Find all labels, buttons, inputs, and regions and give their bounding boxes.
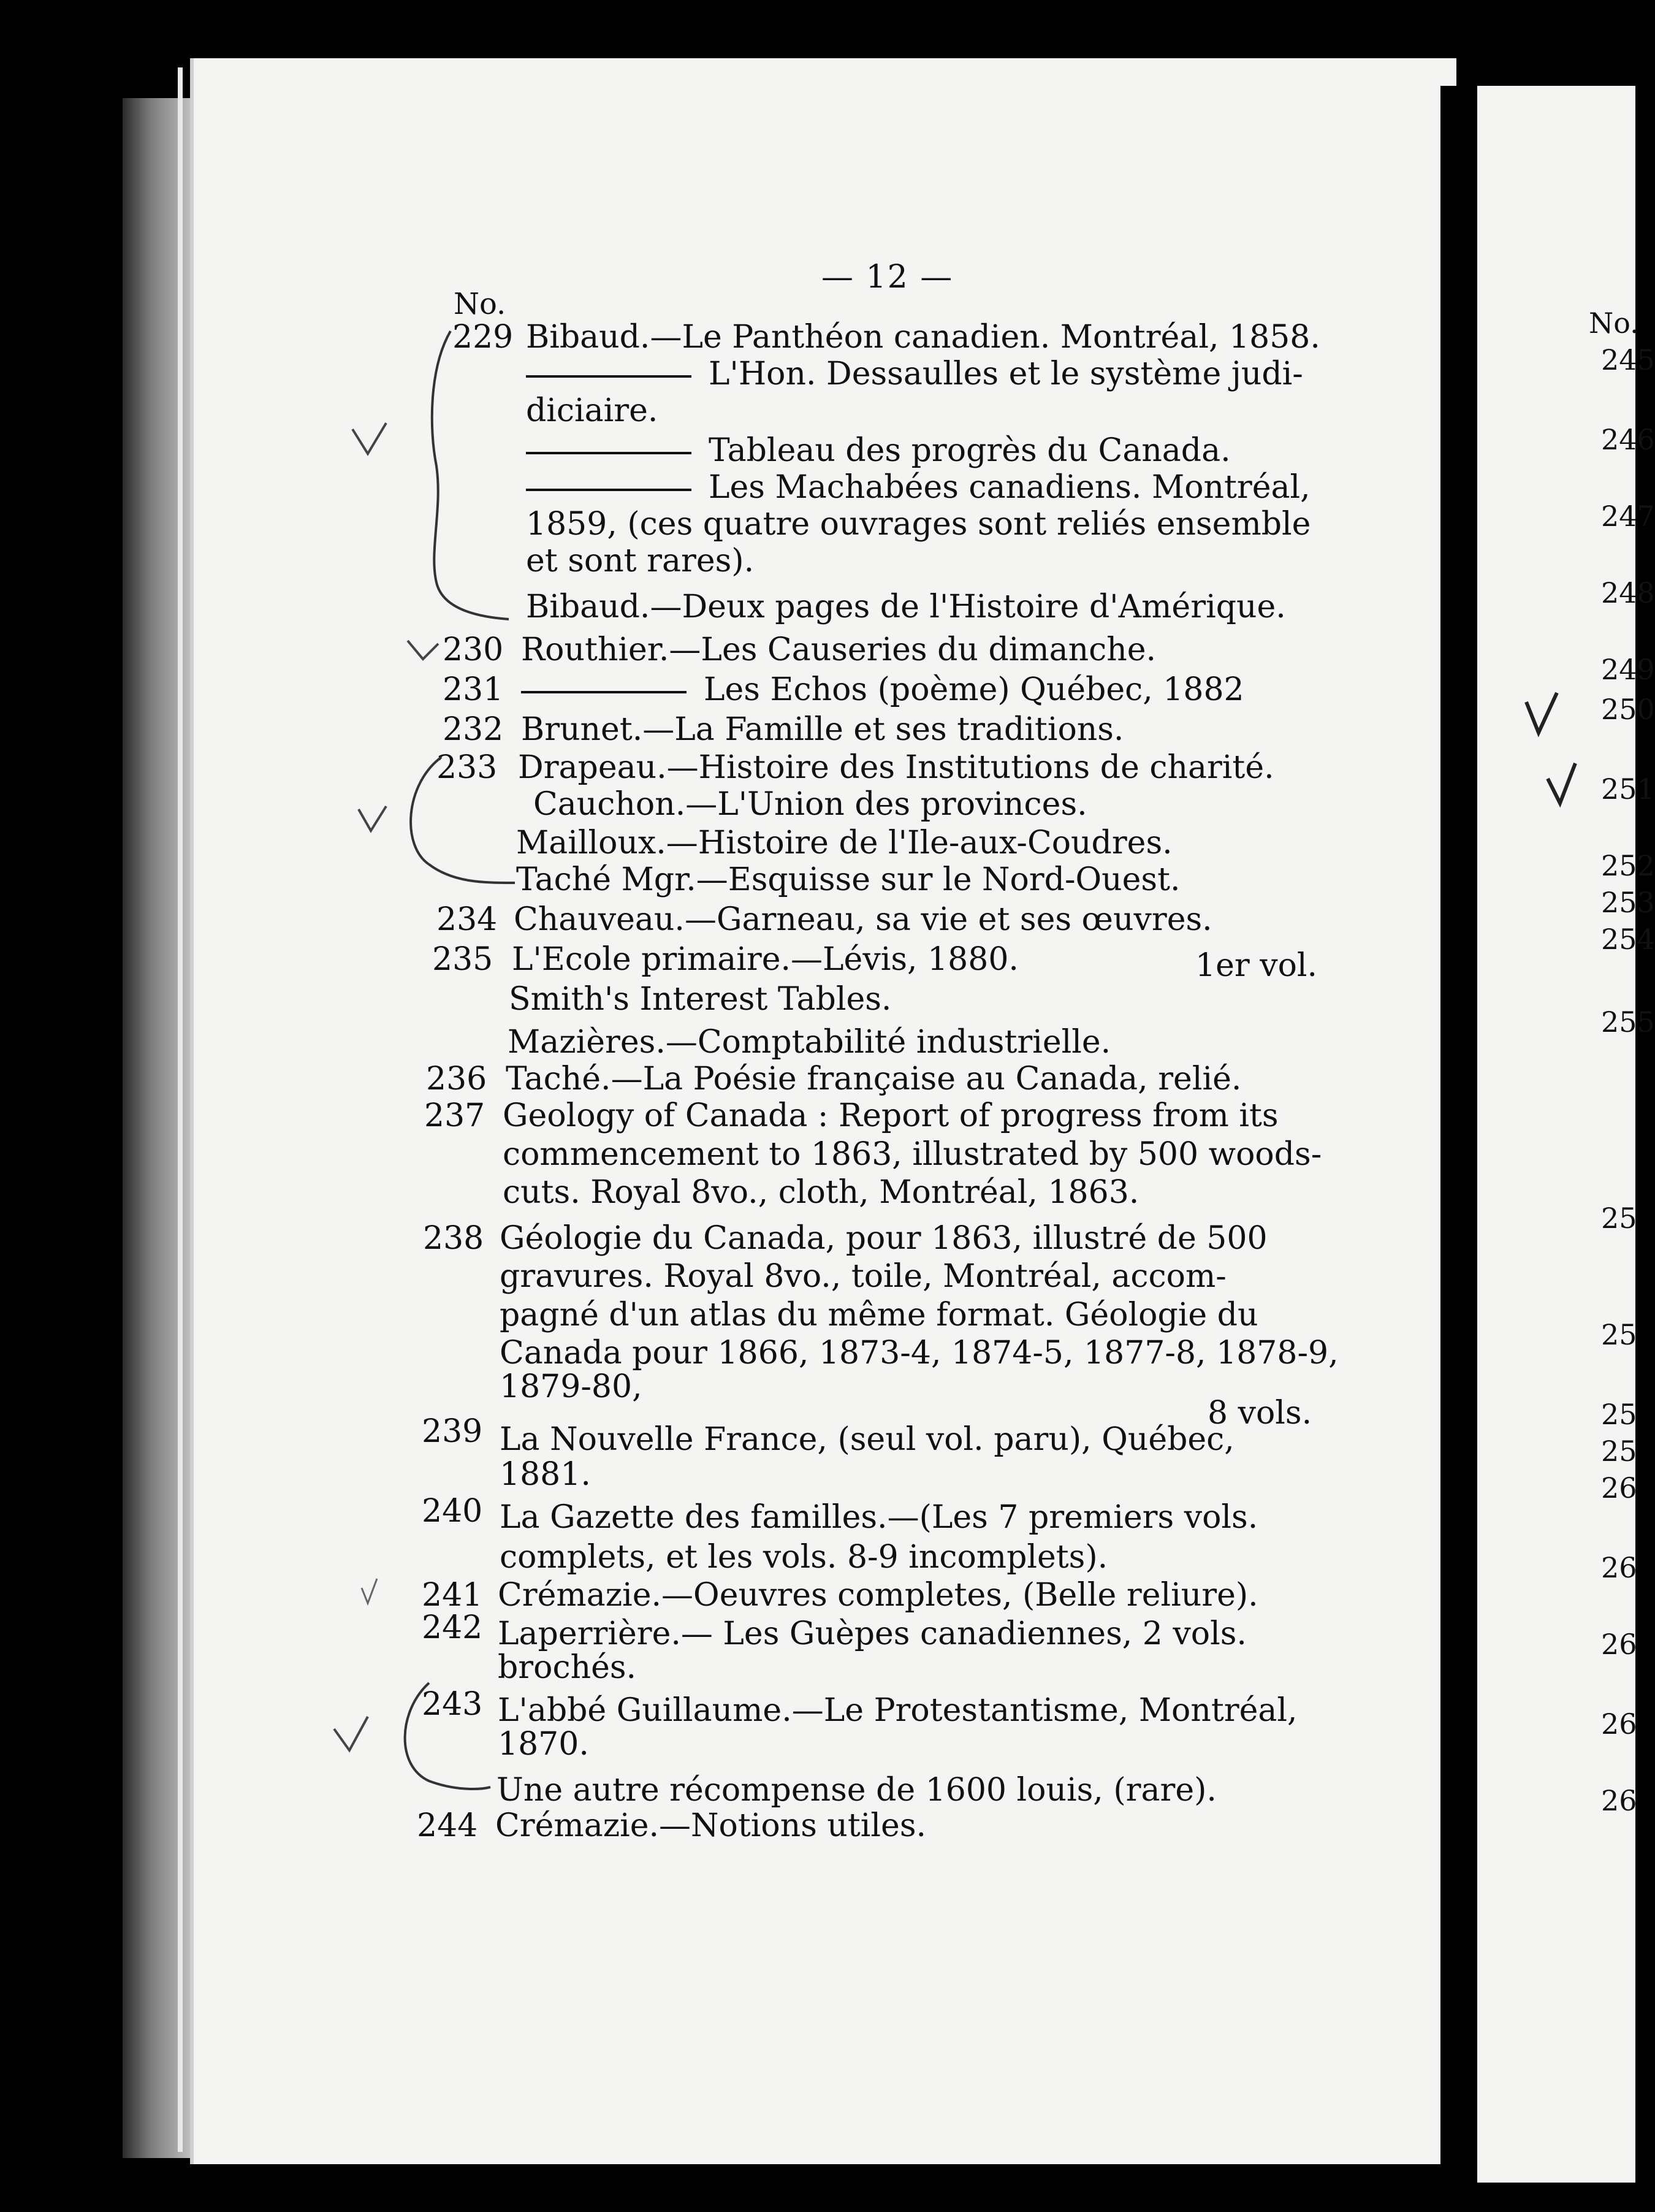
entry-line: complets, et les vols. 8-9 incomplets).: [500, 1539, 1108, 1576]
entry-number: 231: [443, 671, 504, 708]
bracket-mark: [405, 1683, 490, 1789]
entry-line-text: L'Hon. Dessaulles et le système judi-: [709, 356, 1303, 392]
right-entry-number: 25: [1601, 1318, 1637, 1351]
right-entry-number: 26: [1601, 1628, 1637, 1661]
right-entry-number: 25: [1601, 1398, 1637, 1431]
entry-line: 1881.: [500, 1456, 591, 1493]
right-entry-number: 246: [1601, 423, 1655, 456]
check-mark: [1548, 763, 1575, 803]
entry-line: L'Ecole primaire.—Lévis, 1880.: [512, 941, 1019, 978]
entry-line: Canada pour 1866, 1873-4, 1874-5, 1877-8, 1878-9,: [500, 1335, 1339, 1371]
entry-line: Laperrière.— Les Guèpes canadiennes, 2 vols.: [498, 1615, 1247, 1652]
entry-number: 236: [426, 1061, 487, 1097]
entry-line: Géologie du Canada, pour 1863, illustré de 500: [500, 1220, 1268, 1257]
bracket-mark: [411, 757, 515, 883]
right-entry-number: 253: [1601, 886, 1655, 919]
right-entry-number: 26: [1601, 1551, 1637, 1584]
entry-line: Crémazie.—Notions utiles.: [495, 1807, 927, 1844]
entry-number: 242: [422, 1609, 483, 1646]
check-mark: [334, 1717, 368, 1750]
entry-line: cuts. Royal 8vo., cloth, Montréal, 1863.: [503, 1174, 1139, 1211]
entry-line: Taché Mgr.—Esquisse sur le Nord-Ouest.: [516, 861, 1181, 898]
entry-line-text: Les Echos (poème) Québec, 1882: [704, 671, 1244, 708]
right-column-heading: No.: [1589, 307, 1639, 340]
entry-line-text: Les Machabées canadiens. Montréal,: [709, 469, 1311, 506]
right-entry-number: 26: [1601, 1707, 1637, 1741]
entry-line: Mazières.—Comptabilité industrielle.: [508, 1024, 1111, 1061]
entry-line: Cauchon.—L'Union des provinces.: [533, 786, 1087, 823]
entry-line: gravures. Royal 8vo., toile, Montréal, accom-: [500, 1258, 1227, 1295]
entry-line: L'abbé Guillaume.—Le Protestantisme, Montréal,: [498, 1692, 1298, 1729]
right-entry-number: 250: [1601, 693, 1655, 726]
entry-line: Bibaud.—Deux pages de l'Histoire d'Amérique.: [526, 589, 1286, 625]
entry-number: 233: [436, 749, 498, 786]
entry-line: Geology of Canada : Report of progress from its: [503, 1097, 1279, 1134]
bracket-mark: [432, 331, 509, 619]
entry-number: 240: [422, 1493, 483, 1530]
check-mark: [408, 641, 438, 659]
entry-number: 232: [443, 711, 504, 748]
entry-number: 244: [417, 1807, 478, 1844]
right-entry-number: 251: [1601, 772, 1655, 806]
check-mark: [359, 806, 386, 831]
entry-number: 241: [422, 1577, 483, 1614]
entry-line: et sont rares).: [526, 543, 755, 579]
right-entry-number: 249: [1601, 653, 1655, 686]
right-entry-number: 25: [1601, 1202, 1637, 1235]
entry-number: 238: [423, 1220, 484, 1257]
entry-number: 230: [443, 631, 504, 668]
right-entry-number: 245: [1601, 343, 1655, 376]
right-entry-number: 248: [1601, 576, 1655, 609]
entry-line: diciaire.: [526, 392, 658, 429]
right-entry-number: 25: [1601, 1435, 1637, 1468]
entry-number: 234: [436, 901, 498, 938]
check-mark: [362, 1579, 377, 1603]
entry-line: 1859, (ces quatre ouvrages sont reliés ensemble: [526, 506, 1311, 543]
entry-line: brochés.: [498, 1649, 637, 1686]
entry-number: 237: [424, 1097, 485, 1134]
entry-number: 229: [452, 319, 514, 356]
entry-line: Drapeau.—Histoire des Institutions de charité.: [518, 749, 1274, 786]
entry-number: 243: [422, 1686, 483, 1723]
entry-line: 1870.: [498, 1726, 589, 1763]
entry-line: Chauveau.—Garneau, sa vie et ses œuvres.: [514, 901, 1212, 938]
right-entry-number: 247: [1601, 500, 1655, 533]
check-mark: [352, 423, 386, 454]
entry-line: Routhier.—Les Causeries du dimanche.: [521, 631, 1157, 668]
entry-line: 1er vol.: [1195, 947, 1318, 984]
entry-line: Brunet.—La Famille et ses traditions.: [521, 711, 1124, 748]
entry-line: La Nouvelle France, (seul vol. paru), Québec,: [500, 1421, 1235, 1458]
entry-line: 8 vols.: [1208, 1395, 1312, 1432]
right-entry-number: 255: [1601, 1005, 1655, 1039]
entry-line: Crémazie.—Oeuvres completes, (Belle reliure).: [498, 1577, 1258, 1614]
entry-line: Mailloux.—Histoire de l'Ile-aux-Coudres.: [516, 825, 1173, 861]
page-number: — 12 —: [821, 259, 954, 296]
right-entry-number: 252: [1601, 849, 1655, 882]
right-entry-number: 26: [1601, 1784, 1637, 1817]
entry-line: Taché.—La Poésie française au Canada, relié.: [506, 1061, 1242, 1097]
entry-number: 239: [422, 1413, 483, 1450]
entry-line: La Gazette des familles.—(Les 7 premiers vols.: [500, 1499, 1258, 1536]
column-heading: No.: [454, 287, 506, 321]
entry-line: Bibaud.—Le Panthéon canadien. Montréal, 1858.: [526, 319, 1320, 356]
entry-line: pagné d'un atlas du même format. Géologie du: [500, 1297, 1258, 1333]
entry-line: Smith's Interest Tables.: [509, 981, 892, 1018]
right-entry-number: 26: [1601, 1471, 1637, 1505]
entry-line-text: Tableau des progrès du Canada.: [709, 432, 1231, 469]
check-mark: [1526, 693, 1557, 733]
entry-number: 235: [432, 941, 493, 978]
entry-line: 1879-80,: [500, 1368, 642, 1405]
entry-line: commencement to 1863, illustrated by 500 woods-: [503, 1136, 1322, 1173]
right-entry-number: 254: [1601, 923, 1655, 956]
entry-line: Une autre récompense de 1600 louis, (rare).: [496, 1772, 1217, 1809]
